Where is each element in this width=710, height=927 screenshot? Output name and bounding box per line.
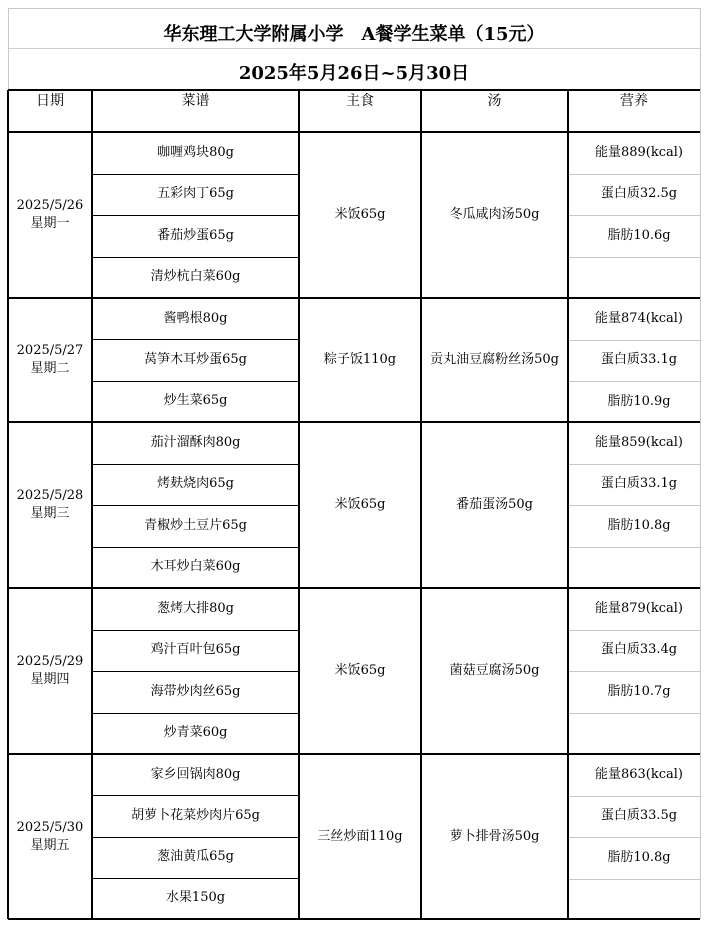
nutrition-item: 脂肪10.6g <box>607 227 671 243</box>
soup-cell: 菌菇豆腐汤50g <box>449 663 540 678</box>
column-header-date: 日期 <box>36 93 64 109</box>
dish-item: 炒生菜65g <box>163 393 228 409</box>
date-text: 2025/5/28 <box>16 488 84 503</box>
dish-divider <box>92 381 299 382</box>
nutrition-divider <box>568 547 700 548</box>
date-cell <box>8 132 92 298</box>
dish-divider <box>92 671 299 672</box>
dish-item: 葱烤大排80g <box>157 600 234 616</box>
title-left-border <box>8 8 9 90</box>
nutrition-item: 蛋白质33.1g <box>600 352 678 368</box>
staple-cell: 米饭65g <box>334 497 386 512</box>
nutrition-item: 能量863(kcal) <box>594 766 684 782</box>
weekday-text: 星期二 <box>30 361 70 376</box>
nutrition-divider <box>568 464 700 465</box>
soup-cell: 萝卜排骨汤50g <box>449 828 540 844</box>
column-divider <box>298 90 300 919</box>
dish-item: 清炒杭白菜60g <box>150 269 241 285</box>
dish-item: 咖喱鸡块80g <box>157 144 234 160</box>
table-left-border <box>7 90 9 919</box>
dish-item: 葱油黄瓜65g <box>157 849 234 865</box>
nutrition-item: 脂肪10.7g <box>607 683 671 699</box>
column-header-dishes: 菜谱 <box>181 93 210 109</box>
dish-item: 烤麸烧肉65g <box>157 476 234 492</box>
title-right-border <box>700 8 701 90</box>
table-top-border <box>8 89 700 91</box>
dish-item: 家乡回锅肉80g <box>150 766 241 782</box>
dish-divider <box>92 174 299 175</box>
column-header-soup: 汤 <box>487 93 502 109</box>
nutrition-divider <box>568 381 700 382</box>
dish-item: 茄汁溜酥肉80g <box>150 434 241 450</box>
dish-divider <box>92 878 299 879</box>
nutrition-item: 能量859(kcal) <box>594 434 684 450</box>
date-cell <box>8 298 92 422</box>
nutrition-item: 脂肪10.9g <box>607 393 671 409</box>
date-text: 2025/5/30 <box>16 819 84 835</box>
dish-item: 青椒炒土豆片65g <box>144 517 247 533</box>
dish-item: 酱鸭根80g <box>163 310 228 326</box>
dish-item: 海带炒肉丝65g <box>150 683 241 699</box>
column-header-nutrition: 营养 <box>620 93 648 109</box>
staple-cell: 三丝炒面110g <box>317 828 403 844</box>
staple-cell: 米饭65g <box>334 207 386 222</box>
dish-divider <box>92 713 299 714</box>
dish-divider <box>92 464 299 465</box>
nutrition-item: 能量874(kcal) <box>594 310 684 326</box>
weekday-text: 星期四 <box>30 672 70 687</box>
dish-divider <box>92 795 299 796</box>
dish-divider <box>92 630 299 631</box>
weekday-text: 星期三 <box>30 506 70 521</box>
nutrition-item: 蛋白质33.4g <box>600 642 678 658</box>
nutrition-item: 能量879(kcal) <box>594 600 684 616</box>
date-range: 2025年5月26日~5月30日 <box>238 63 470 84</box>
dish-divider <box>92 505 299 506</box>
column-divider <box>91 90 93 919</box>
nutrition-item: 脂肪10.8g <box>607 517 671 533</box>
dish-item: 炒青菜60g <box>163 725 228 741</box>
column-divider <box>420 90 422 919</box>
dish-divider <box>92 257 299 258</box>
title-top-border <box>8 8 700 9</box>
nutrition-divider <box>568 215 700 216</box>
nutrition-item: 脂肪10.8g <box>607 849 671 865</box>
nutrition-divider <box>568 796 700 797</box>
nutrition-item: 蛋白质32.5g <box>600 186 678 202</box>
menu-title: 华东理工大学附属小学 A餐学生菜单（15元） <box>163 24 545 45</box>
date-cell <box>8 588 92 754</box>
date-text: 2025/5/27 <box>16 343 84 358</box>
dish-item: 莴笋木耳炒蛋65g <box>144 351 247 367</box>
dish-divider <box>92 339 299 340</box>
dish-divider <box>92 547 299 548</box>
dish-item: 番茄炒蛋65g <box>157 227 234 243</box>
title-divider <box>8 48 700 49</box>
table-right-border <box>700 90 701 919</box>
date-cell <box>8 422 92 588</box>
header-bottom-border <box>8 131 700 133</box>
dish-item: 鸡汁百叶包65g <box>150 642 241 658</box>
weekday-text: 星期一 <box>30 216 70 231</box>
dish-item: 木耳炒白菜60g <box>150 559 241 575</box>
soup-cell: 番茄蛋汤50g <box>456 497 533 512</box>
column-header-staple: 主食 <box>346 93 374 109</box>
date-cell <box>8 754 92 919</box>
weekday-text: 星期五 <box>30 837 70 853</box>
dish-divider <box>92 837 299 838</box>
dish-item: 水果150g <box>165 890 226 906</box>
nutrition-divider <box>568 174 700 175</box>
staple-cell: 米饭65g <box>334 663 386 678</box>
staple-cell: 粽子饭110g <box>323 352 397 367</box>
nutrition-divider <box>568 713 700 714</box>
column-divider <box>567 90 569 919</box>
nutrition-divider <box>568 630 700 631</box>
nutrition-divider <box>568 257 700 258</box>
dish-item: 五彩肉丁65g <box>157 186 234 202</box>
nutrition-item: 能量889(kcal) <box>594 144 684 160</box>
soup-cell: 冬瓜咸肉汤50g <box>449 207 540 222</box>
nutrition-divider <box>568 837 700 838</box>
day-separator <box>8 918 700 920</box>
nutrition-divider <box>568 340 700 341</box>
dish-item: 胡萝卜花菜炒肉片65g <box>131 807 260 823</box>
date-text: 2025/5/26 <box>16 198 84 213</box>
nutrition-item: 蛋白质33.1g <box>600 476 678 492</box>
nutrition-item: 蛋白质33.5g <box>600 808 678 824</box>
nutrition-divider <box>568 879 700 880</box>
dish-divider <box>92 215 299 216</box>
soup-cell: 贡丸油豆腐粉丝汤50g <box>430 352 559 367</box>
date-text: 2025/5/29 <box>16 654 84 669</box>
nutrition-divider <box>568 671 700 672</box>
nutrition-divider <box>568 505 700 506</box>
